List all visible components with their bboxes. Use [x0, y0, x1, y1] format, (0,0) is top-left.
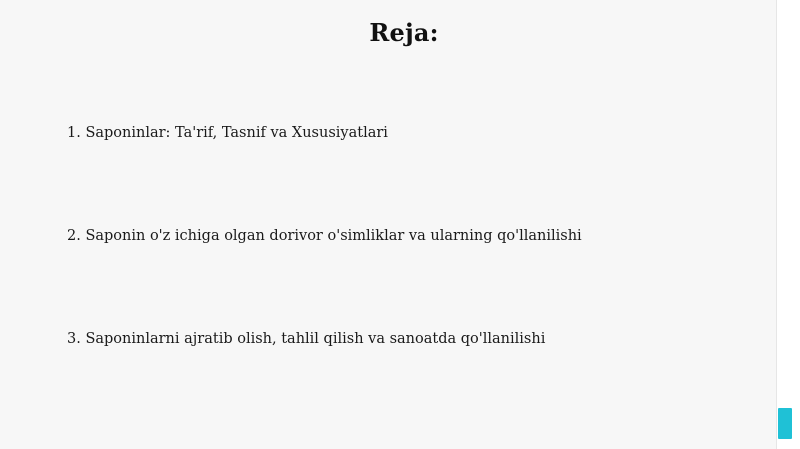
- plan-item-1: 1. Saponinlar: Ta'rif, Tasnif va Xususiyatlari: [67, 125, 388, 141]
- plan-item-2: 2. Saponin o'z ichiga olgan dorivor o'simliklar va ularning qo'llanilishi: [67, 228, 582, 244]
- slide-title: Reja:: [369, 18, 439, 47]
- scrollbar-track[interactable]: [776, 0, 800, 449]
- scrollbar-thumb[interactable]: [778, 408, 792, 439]
- plan-item-3: 3. Saponinlarni ajratib olish, tahlil qilish va sanoatda qo'llanilishi: [67, 331, 546, 347]
